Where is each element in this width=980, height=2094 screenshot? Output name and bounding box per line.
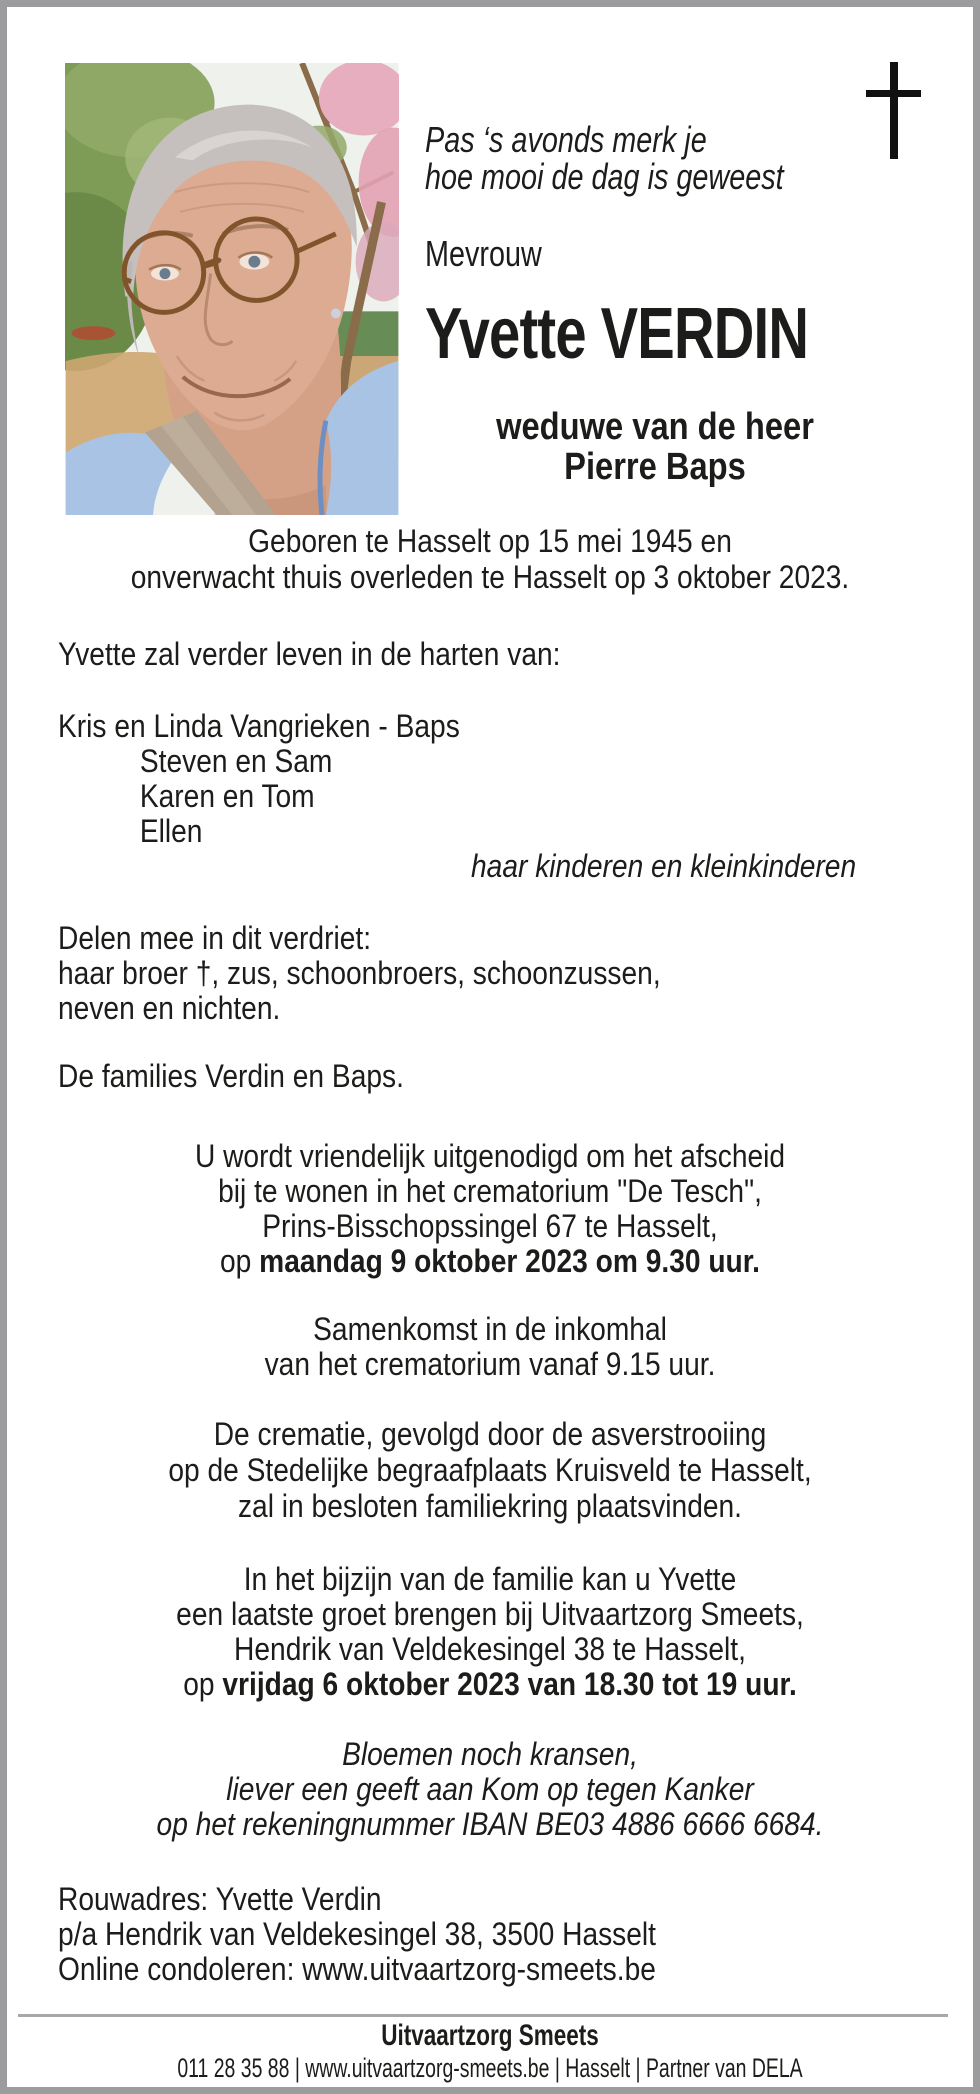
families-line: De families Verdin en Baps. [58, 1058, 404, 1094]
date-prefix: op [220, 1243, 260, 1279]
flowers-line: liever een geeft aan Kom op tegen Kanker [226, 1771, 754, 1807]
family-list [58, 709, 460, 849]
cremation-block [65, 1416, 915, 1524]
flowers-block [65, 1737, 915, 1842]
visitation-line: Hendrik van Veldekesingel 38 te Hasselt, [234, 1631, 746, 1667]
death-line: onverwacht thuis overleden te Hasselt op 3 oktober 2023. [130, 559, 850, 595]
widow-line: weduwe van de heer [496, 406, 814, 448]
funeral-home-name: Uitvaartzorg Smeets [381, 2019, 599, 2052]
address-line: Online condoleren: www.uitvaartzorg-smeets.be [58, 1951, 656, 1987]
widow-of-block [424, 407, 887, 487]
visitation-line: een laatste groet brengen bij Uitvaartzorg Smeets, [176, 1596, 804, 1632]
cremation-line: De crematie, gevolgd door de asverstrooiing [213, 1416, 767, 1452]
gathering-line: van het crematorium vanaf 9.15 uur. [264, 1346, 716, 1382]
date-prefix: op [183, 1666, 223, 1702]
deceased-name: Yvette VERDIN [425, 294, 809, 374]
flowers-line: Bloemen noch kransen, [342, 1736, 638, 1772]
quote-line: hoe mooi de dag is geweest [425, 156, 784, 197]
announcement-page [7, 7, 973, 2087]
ceremony-line: U wordt vriendelijk uitgenodigd om het afscheid [194, 1138, 786, 1174]
widow-line: Pierre Baps [564, 446, 746, 488]
ceremony-block [65, 1139, 915, 1279]
ceremony-date: maandag 9 oktober 2023 om 9.30 uur. [259, 1243, 760, 1279]
address-line: Rouwadres: Yvette Verdin [58, 1881, 382, 1917]
grandchild-line: Steven en Sam [139, 743, 333, 779]
children-line: Kris en Linda Vangrieken - Baps [58, 708, 460, 744]
ceremony-line: bij te wonen in het crematorium "De Tesch", [218, 1173, 762, 1209]
portrait-photo [65, 63, 399, 515]
birth-line: Geboren te Hasselt op 15 mei 1945 en [248, 523, 732, 559]
visitation-block [65, 1562, 915, 1702]
ceremony-line: Prins-Bisschopssingel 67 te Hasselt, [262, 1208, 718, 1244]
photo-flowerbed [72, 326, 116, 340]
salutation: Mevrouw [425, 233, 542, 274]
address-line: p/a Hendrik van Veldekesingel 38, 3500 Hasselt [58, 1916, 657, 1952]
memory-intro: Yvette zal verder leven in de harten van: [58, 636, 561, 672]
gathering-block [65, 1312, 915, 1382]
quote [425, 121, 784, 195]
grief-line: haar broer †, zus, schoonbroers, schoonzussen, [58, 955, 661, 991]
photo-earring [331, 308, 341, 318]
family-caption: haar kinderen en kleinkinderen [471, 848, 857, 884]
cremation-line: op de Stedelijke begraafplaats Kruisveld te Hasselt, [168, 1452, 812, 1488]
visitation-date-line [65, 1667, 915, 1702]
grief-block [58, 921, 661, 1026]
cremation-line: zal in besloten familiekring plaatsvinden. [237, 1488, 743, 1524]
visitation-date: vrijdag 6 oktober 2023 van 18.30 tot 19 uur. [222, 1666, 797, 1702]
funeral-home-info: 011 28 35 88 | www.uitvaartzorg-smeets.be | Hasselt | Partner van DELA [177, 2053, 803, 2083]
grief-line: neven en nichten. [58, 990, 281, 1026]
flowers-line: op het rekeningnummer IBAN BE03 4886 6666 6684. [156, 1806, 824, 1842]
mourning-address [58, 1882, 656, 1987]
grief-line: Delen mee in dit verdriet: [58, 920, 372, 956]
grandchild-line: Ellen [139, 813, 203, 849]
footer-divider [18, 2014, 948, 2017]
grandchild-line: Karen en Tom [139, 778, 315, 814]
cross-icon [865, 62, 923, 160]
visitation-line: In het bijzijn van de familie kan u Yvette [243, 1561, 737, 1597]
quote-line: Pas ‘s avonds merk je [425, 119, 707, 160]
gathering-line: Samenkomst in de inkomhal [313, 1311, 667, 1347]
ceremony-date-line [65, 1244, 915, 1279]
life-dates [65, 523, 915, 595]
